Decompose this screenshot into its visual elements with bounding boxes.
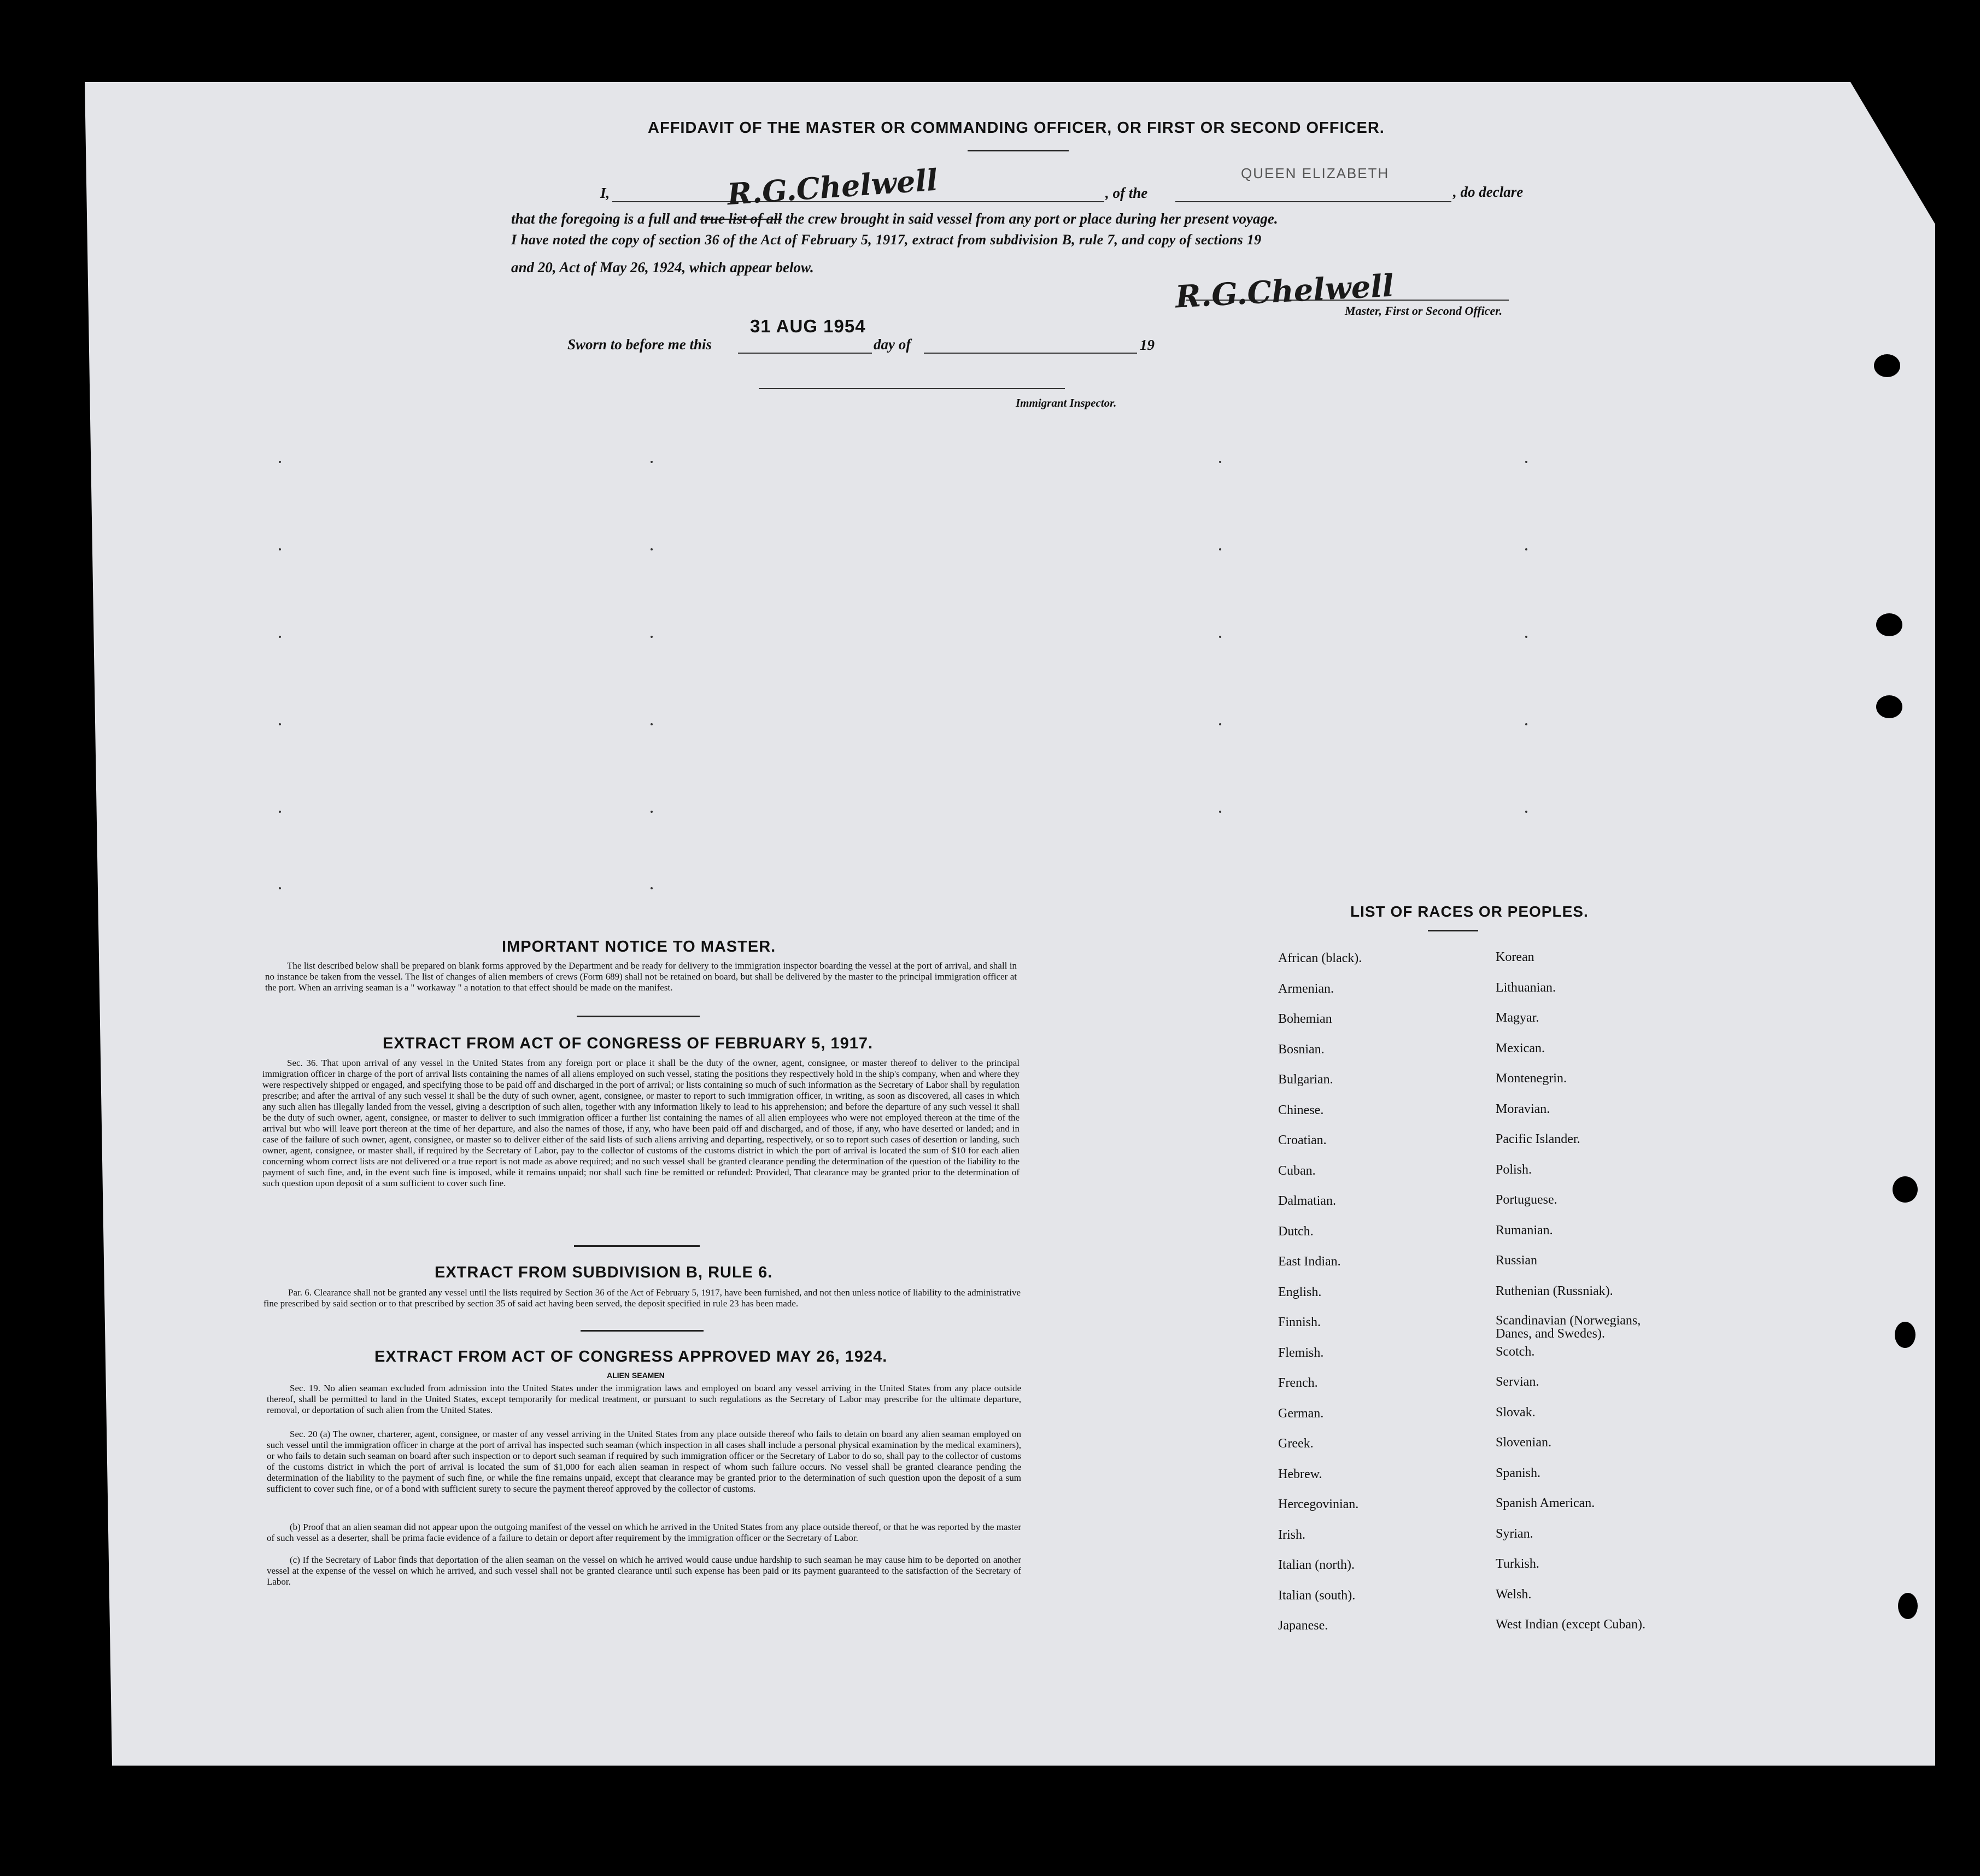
race-left-item: Greek. — [1278, 1437, 1314, 1451]
race-right-item: Polish. — [1496, 1162, 1532, 1177]
race-right-item: Slovak. — [1496, 1405, 1536, 1420]
race-left-item: English. — [1278, 1285, 1322, 1299]
line2-text: that the foregoing is a full and — [511, 210, 697, 227]
divider — [968, 150, 1069, 151]
master-signature: R.G.Chelwell — [1174, 267, 1395, 315]
affidavit-line3: I have noted the copy of section 36 of the Act of February 5, 1917, extract from subdivision B, rule 7, and copy of sections 19 — [511, 232, 1262, 248]
guide-dot — [651, 887, 653, 889]
sec20c-body: (c) If the Secretary of Labor finds that deportation of the alien seaman on the vessel on which he arrived would cause undue hardship to such seaman he may cause him to be deported on another vessel at the expense of the vessel on which he arrived, and such vessel shall not be granted clearance until such expense has been paid or its payment guaranteed to the satisfaction of the Secretary of Labor. — [267, 1555, 1021, 1587]
guide-dot — [1525, 461, 1527, 463]
race-right-item: Russian — [1496, 1253, 1538, 1268]
race-left-item: Armenian. — [1278, 981, 1334, 996]
race-left-item: Chinese. — [1278, 1103, 1324, 1117]
race-right-item: Servian. — [1496, 1375, 1539, 1389]
race-right-item: Montenegrin. — [1496, 1071, 1567, 1086]
race-left-item: Dalmatian. — [1278, 1194, 1336, 1208]
guide-dot — [279, 723, 281, 725]
affidavit-line4: and 20, Act of May 26, 1924, which appear below. — [511, 259, 814, 275]
guide-dot — [279, 887, 281, 889]
race-right-item: Ruthenian (Russniak). — [1496, 1283, 1613, 1298]
notice-body: The list described below shall be prepared on blank forms approved by the Department and be ready for delivery to the immigration inspector boarding the vessel at the port of arrival, and shall in no instance be taken from the vessel. The list of changes of alien members of crews (Form 689) shall not be retained on board, but shall be delivered by the master to the principal immigration officer at the port. When an arriving seaman is a " workaway " a notation to that effect should be made on the manifest. — [265, 960, 1017, 993]
punch-hole — [1893, 1176, 1918, 1203]
race-right-item: Magyar. — [1496, 1011, 1539, 1025]
vessel-line — [1175, 201, 1451, 202]
race-right-item: Korean — [1496, 950, 1534, 964]
subdivision-b-title: EXTRACT FROM SUBDIVISION B, RULE 6. — [435, 1264, 773, 1281]
vessel-name: QUEEN ELIZABETH — [1241, 165, 1390, 181]
race-right-item: Rumanian. — [1496, 1223, 1553, 1238]
race-left-item: Bulgarian. — [1278, 1072, 1333, 1087]
guide-dot — [1219, 461, 1221, 463]
race-left-item: African (black). — [1278, 951, 1362, 965]
punch-hole — [1895, 1322, 1915, 1348]
signature: R.G.Chelwell — [726, 162, 939, 212]
guide-dot — [651, 811, 653, 813]
race-left-item: Japanese. — [1278, 1619, 1328, 1633]
guide-dot — [1525, 548, 1527, 550]
i-label: I, — [600, 185, 610, 201]
race-right-item: Pacific Islander. — [1496, 1132, 1580, 1146]
race-right-item: Moravian. — [1496, 1101, 1550, 1116]
divider — [574, 1245, 700, 1247]
guide-dot — [1219, 548, 1221, 550]
guide-dot — [651, 461, 653, 463]
race-right-item: Spanish American. — [1496, 1496, 1595, 1510]
document-page — [85, 82, 1935, 1766]
day-of-line — [924, 353, 1137, 354]
race-left-item: Dutch. — [1278, 1224, 1314, 1239]
race-left-item: Hebrew. — [1278, 1467, 1322, 1481]
sec20b-body: (b) Proof that an alien seaman did not appear upon the outgoing manifest of the vessel on which he arrived in the United States from any place outside thereof, or that he was reported by the master of such vessel as a deserter, shall be prima facie evidence of a failure to detain or deport after requirement by the immigration officer or the Secretary of Labor. — [267, 1522, 1021, 1543]
guide-dot — [651, 636, 653, 638]
guide-dot — [651, 723, 653, 725]
date-stamp: 31 AUG 1954 — [750, 316, 866, 336]
punch-hole — [1876, 613, 1902, 636]
day-of-label: day of — [874, 336, 911, 353]
race-right-item: Portuguese. — [1496, 1193, 1557, 1207]
inspector-label: Immigrant Inspector. — [1016, 396, 1117, 409]
race-left-item: French. — [1278, 1376, 1318, 1390]
punch-hole — [1874, 354, 1900, 377]
race-right-item: West Indian (except Cuban). — [1496, 1617, 1645, 1632]
guide-dot — [1525, 811, 1527, 813]
extract-1917-title: EXTRACT FROM ACT OF CONGRESS OF FEBRUARY 5, 1917. — [383, 1035, 874, 1052]
guide-dot — [651, 548, 653, 550]
guide-dot — [1525, 723, 1527, 725]
subdivision-b-body: Par. 6. Clearance shall not be granted any vessel until the lists required by Section 36 of the Act of February 5, 1917, have been furnished, and not then unless notice of liability to the administrative fine prescribed by said section or to that prescribed by section 35 of said act having been served, the deposit specified in rule 23 has been made. — [263, 1287, 1021, 1309]
of-the-label: , of the — [1105, 185, 1148, 201]
guide-dot — [1219, 636, 1221, 638]
race-left-item: Flemish. — [1278, 1345, 1324, 1360]
sec19-body: Sec. 19. No alien seaman excluded from admission into the United States under the immigration laws and employed on board any vessel arriving in the United States from any place outside thereof, shall be permitted to land in the United States, except temporarily for medical treatment, or pursuant to such regulations as the Secretary of Labor may prescribe for the ultimate departure, removal, or deportation of such alien from the United States. — [267, 1383, 1021, 1415]
race-right-item: Spanish. — [1496, 1465, 1541, 1480]
divider — [577, 1016, 700, 1017]
guide-dot — [279, 636, 281, 638]
race-left-item: East Indian. — [1278, 1254, 1341, 1269]
race-right-item: Scandinavian (Norwegians, Danes, and Swedes). — [1496, 1314, 1641, 1341]
master-label: Master, First or Second Officer. — [1345, 304, 1503, 318]
race-left-item: Finnish. — [1278, 1315, 1321, 1329]
divider — [581, 1330, 704, 1332]
race-left-item: Hercegovinian. — [1278, 1497, 1359, 1511]
race-right-item: Turkish. — [1496, 1557, 1539, 1571]
extract-1924-title: EXTRACT FROM ACT OF CONGRESS APPROVED MAY 26, 1924. — [374, 1348, 888, 1365]
divider — [1428, 930, 1478, 931]
guide-dot — [1525, 636, 1527, 638]
race-left-item: Irish. — [1278, 1527, 1305, 1542]
extract-1917-body: Sec. 36. That upon arrival of any vessel in the United States from any foreign port or place it shall be the duty of the owner, agent, consignee, or master thereof to deliver to the principal immigration officer in charge of the port of arrival lists containing the names of all aliens employed on such vessel, stating the positions they respectively hold in the ship's company, when and where they were respectively shipped or engaged, and specifying those to be paid off and discharged in the port of arrival; or lists containing so much of such information as the Secretary of Labor shall by regulation prescribe; and after the arrival of any such vessel it shall be the duty of such owner, agent, consignee, or master to report to such immigration officer, in writing, as soon as discovered, all cases in which any such alien has illegally landed from the vessel, giving a description of such alien, together with any information likely to lead to his apprehension; and before the departure of any such vessel it shall be the duty of such owner, agent, consignee, or master to deliver to such immigration officer a further list containing the names of all alien employees who were not employed thereon at the time of the arrival but who will leave port thereon at the time of her departure, and also the names of those, if any, who have been paid off and discharged, and of those, if any, who have deserted or landed; and in case of the failure of such owner, agent, consignee, or master so to deliver either of the said lists of such aliens arriving and departing, respectively, or so to report such cases of desertion or landing, such owner, agent, consignee, or master shall, if required by the Secretary of Labor, pay to the collector of customs of the customs district in which the port of arrival is located the sum of $10 for each alien concerning whom correct lists are not delivered or a true report is not made as above required; and no such vessel shall be granted clearance pending the determination of the question of the liability to the payment of such fine, and, in the event such fine is imposed, while it remains unpaid; nor shall such fine be remitted or refunded: Provided, That clearance may be granted prior to the determination of such question upon deposit of a sum sufficient to cover such fine. — [262, 1058, 1020, 1188]
race-left-item: Italian (north). — [1278, 1558, 1355, 1572]
races-title: LIST OF RACES OR PEOPLES. — [1350, 903, 1589, 920]
sworn-line — [738, 353, 872, 354]
line2b-text: the crew brought in said vessel from any port or place during her present voyage. — [785, 210, 1278, 227]
race-left-item: Italian (south). — [1278, 1588, 1356, 1603]
affidavit-title: AFFIDAVIT OF THE MASTER OR COMMANDING OFFICER, OR FIRST OR SECOND OFFICER. — [648, 119, 1385, 137]
affidavit-line2 — [511, 210, 1542, 227]
struck-text: true list of all — [700, 210, 782, 227]
sworn-label: Sworn to before me this — [567, 336, 712, 353]
inspector-line — [759, 388, 1065, 389]
guide-dot — [1219, 723, 1221, 725]
guide-dot — [279, 461, 281, 463]
race-right-item: Scotch. — [1496, 1344, 1535, 1359]
guide-dot — [279, 548, 281, 550]
race-right-item: Syrian. — [1496, 1526, 1533, 1541]
race-left-item: Bosnian. — [1278, 1042, 1325, 1057]
year-label: 19 — [1140, 337, 1155, 353]
race-right-item: Welsh. — [1496, 1587, 1532, 1602]
punch-hole — [1876, 695, 1902, 718]
race-right-item: Mexican. — [1496, 1041, 1545, 1056]
race-left-item: German. — [1278, 1406, 1324, 1421]
race-left-item: Cuban. — [1278, 1163, 1316, 1178]
notice-title: IMPORTANT NOTICE TO MASTER. — [502, 938, 776, 955]
race-left-item: Croatian. — [1278, 1133, 1327, 1147]
alien-seamen-subtitle: ALIEN SEAMEN — [607, 1371, 665, 1380]
guide-dot — [279, 811, 281, 813]
punch-hole — [1898, 1593, 1918, 1619]
race-left-item: Bohemian — [1278, 1012, 1332, 1026]
race-right-item: Lithuanian. — [1496, 980, 1556, 995]
guide-dot — [1219, 811, 1221, 813]
do-declare: , do declare — [1453, 184, 1524, 200]
race-right-item: Slovenian. — [1496, 1435, 1551, 1450]
sec20a-body: Sec. 20 (a) The owner, charterer, agent, consignee, or master of any vessel arriving in the United States from any place outside thereof who fails to detain on board any alien seaman employed on such vessel until the immigration officer in charge at the port of arrival has inspected such seaman (which inspection in all cases shall include a personal physical examination by the medical examiners), or who fails to detain such seaman on board after such inspection or to deport such seaman if required by such immigration officer or the Secretary of Labor to do so, shall pay to the collector of customs of the customs district in which the port of arrival is located the sum of $1,000 for each alien seaman in respect of whom such failure occurs. No vessel shall be granted clearance pending the determination of the liability to the payment of such fine, or while the fine remains unpaid, except that clearance may be granted prior to the determination of such question upon the deposit of a sum sufficient to cover such fine, or of a bond with sufficient surety to secure the payment thereof approved by the collector of customs. — [267, 1429, 1021, 1494]
